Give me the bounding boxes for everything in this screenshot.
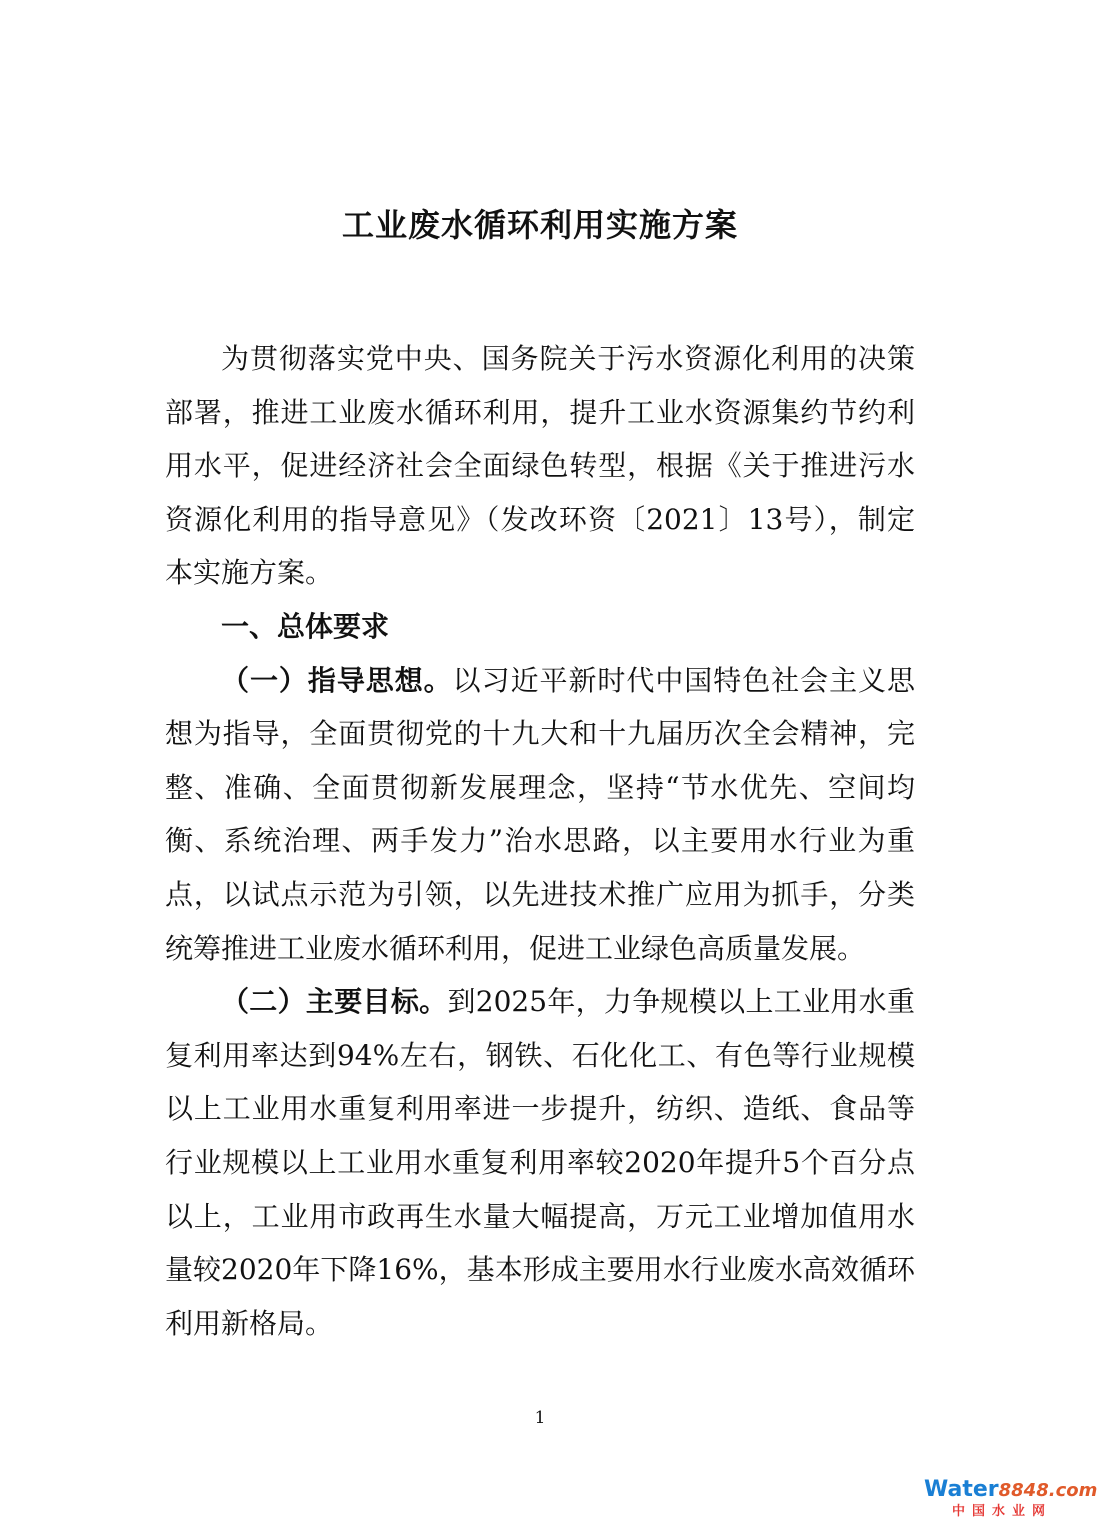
watermark-brand-suffix: .com — [1048, 1480, 1097, 1501]
main-targets-text: 到2025年，力争规模以上工业用水重复利用率达到94%左右，钢铁、石化化工、有色等行业规模以上工业用水重复利用率进一步提升，纺织、造纸、食品等行业规模以上工业用水重复利用率较2020年提升5个百分点以上，工业用市政再生水量大幅提高，万元工业增加值用水量较2020年下降16%，基本形成主要用水行业废水高效循环利用新格局。 — [165, 985, 915, 1340]
watermark-brand-name: Water — [924, 1477, 999, 1502]
guiding-ideology-text: 以习近平新时代中国特色社会主义思想为指导，全面贯彻党的十九大和十九届历次全会精神，完整、准确、全面贯彻新发展理念，坚持“节水优先、空间均衡、系统治理、两手发力”治水思路，以主要用水行业为重点，以试点示范为引领，以先进技术推广应用为抓手，分类统筹推进工业废水循环利用，促进工业绿色高质量发展。 — [165, 663, 915, 965]
guiding-ideology-paragraph — [165, 654, 915, 976]
main-targets-paragraph — [165, 975, 915, 1350]
watermark-brand — [924, 1477, 1097, 1504]
watermark-chinese-name: 中国水业网 — [951, 1504, 1052, 1519]
guiding-ideology-heading: （一）指导思想。 — [221, 663, 453, 697]
intro-paragraph: 为贯彻落实党中央、国务院关于污水资源化利用的决策部署，推进工业废水循环利用，提升工业水资源集约节约利用水平，促进经济社会全面绿色转型，根据《关于推进污水资源化利用的指导意见》（发改环资〔2021〕13号），制定本实施方案。 — [165, 342, 915, 590]
page-number: 1 — [534, 1408, 546, 1428]
watermark-brand-number: 8848 — [998, 1480, 1049, 1501]
document-title: 工业废水循环利用实施方案 — [341, 206, 738, 244]
section-heading-general-requirements: 一、总体要求 — [221, 609, 390, 643]
main-targets-heading: （二）主要目标。 — [221, 985, 448, 1019]
watermark-logo — [924, 1477, 1097, 1520]
document-body — [165, 332, 915, 1350]
